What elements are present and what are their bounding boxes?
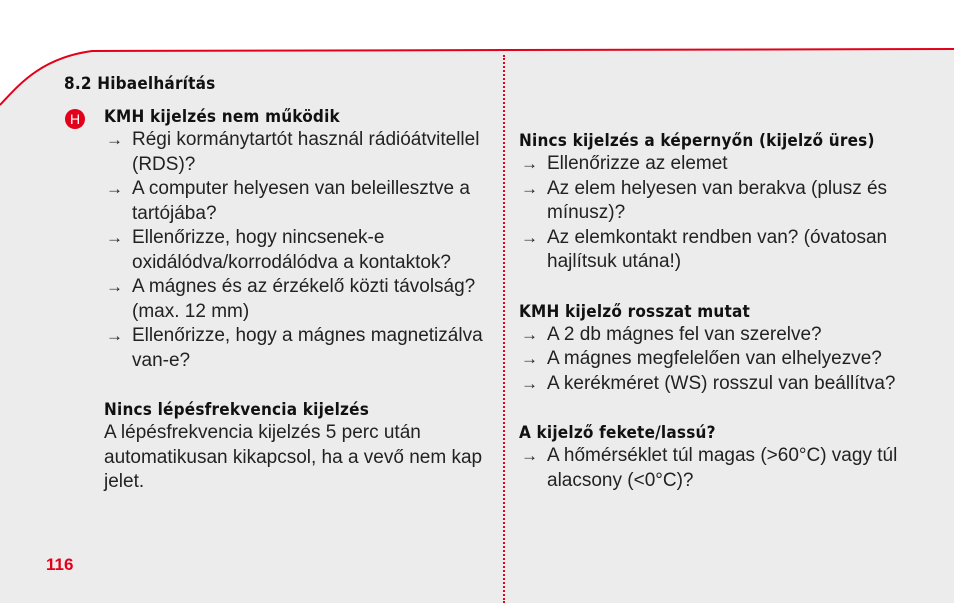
list-item: → A computer helyesen van beleillesztve a tartójába? [106,178,470,224]
arrow-icon: → [521,373,538,393]
right-column [519,130,939,493]
kmh-wrong-list [519,323,939,397]
hint-badge-icon: H [65,109,85,129]
no-cadence-text: A lépésfrekvencia kijelzés 5 perc után automatikusan kikapcsol, ha a vevő nem kap jelet. [104,422,483,492]
page-number: 116 [46,555,74,574]
arrow-icon: → [521,178,538,198]
arrow-icon: → [106,130,123,149]
no-display-title: Nincs kijelzés a képernyőn (kijelző üres) [519,131,875,151]
list-item: → A kerékméret (WS) rosszul van beállítva? [519,372,939,397]
arrow-icon: → [106,179,123,198]
list-item: → Ellenőrizze az elemet [519,152,939,177]
list-item: → Az elem helyesen van berakva (plusz és mínusz)? [521,177,888,223]
list-item: → Ellenőrizze, hogy nincsenek-e oxidálódva/korrodálódva a kontaktok? [106,227,451,273]
kmh-wrong-title: KMH kijelző rosszat mutat [519,301,751,322]
section-title: 8.2 Hibaelhárítás [64,74,216,94]
arrow-icon: → [106,228,123,247]
display-dark-list [519,444,939,493]
kmh-not-working-list [104,128,494,373]
arrow-icon: → [521,324,538,344]
arrow-icon: → [521,349,538,368]
no-display-list [519,152,939,275]
list-item: → Az elemkontakt rendben van? (óvatosan hajlítsuk utána!) [521,226,888,272]
left-column [104,106,494,495]
arrow-icon: → [521,154,538,173]
list-item: → A mágnes és az érzékelő közti távolság? (max. 12 mm) [106,276,476,322]
arrow-icon: → [521,227,538,247]
arrow-icon: → [521,446,538,465]
list-item: → A mágnes megfelelően van elhelyezve? [519,347,939,372]
display-dark-title: A kijelző fekete/lassú? [519,423,716,443]
list-item: → Régi kormánytartót használ rádióátvitellel (RDS)? [106,129,480,175]
list-item: → A hőmérséklet túl magas (>60°C) vagy túl alacsony (<0°C)? [521,445,898,491]
kmh-not-working-title: KMH kijelzés nem működik [104,107,340,127]
list-item: → A 2 db mágnes fel van szerelve? [519,323,939,348]
no-cadence-title: Nincs lépésfrekvencia kijelzés [104,400,370,420]
column-divider [503,55,505,603]
arrow-icon: → [106,326,123,345]
list-item: → Ellenőrizze, hogy a mágnes magnetizálva van-e? [106,325,483,371]
arrow-icon: → [106,277,123,296]
